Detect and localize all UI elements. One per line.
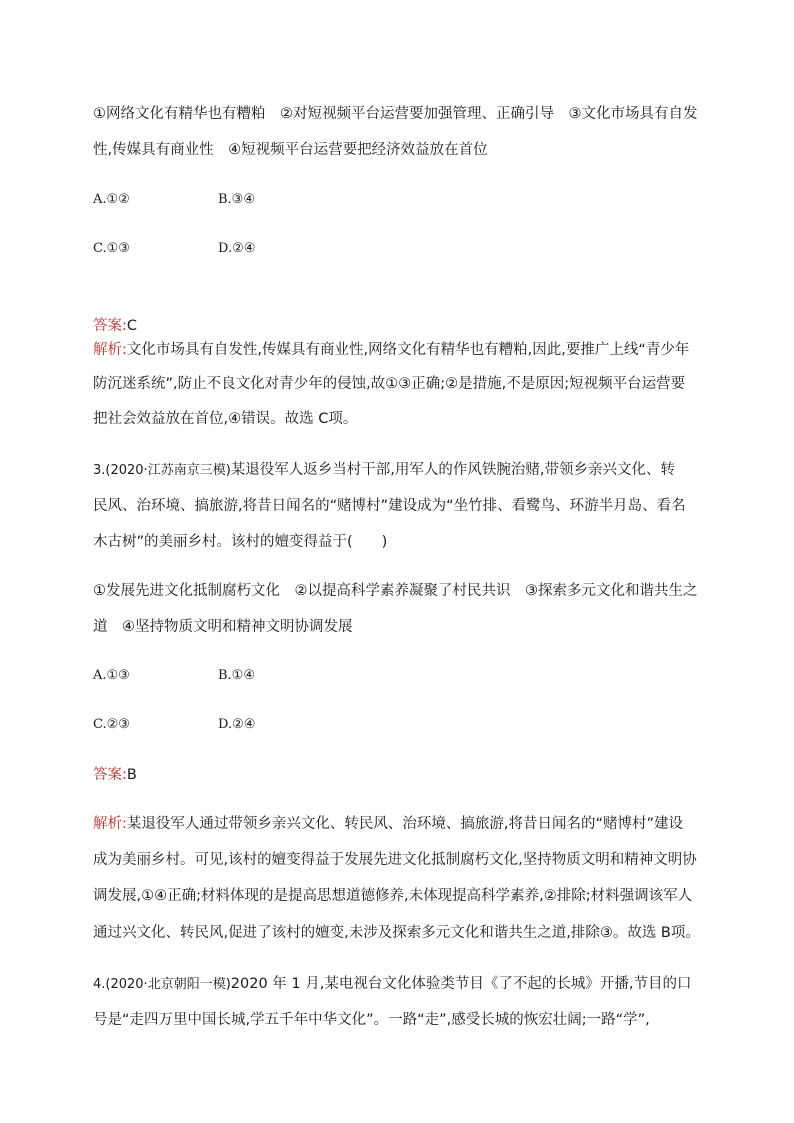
- q3-statements-line-1: ①发展先进文化抵制腐朽文化 ②以提高科学素养凝聚了村民共识 ③探索多元文化和谐共生之: [93, 583, 698, 599]
- q2-option-a: A.①②: [93, 192, 130, 207]
- q4-stem-text: 2020 年 1 月,某电视台文化体验类节目《了不起的长城》开播,节目的口: [230, 976, 692, 992]
- q3-stem-line-2: 民风、治环境、搞旅游,将昔日闻名的“赌博村”建设成为“坐竹排、看鹭鸟、环游半月岛、看名: [93, 498, 686, 514]
- q2-statements-line-2: 性,传媒具有商业性 ④短视频平台运营要把经济效益放在首位: [93, 142, 488, 158]
- answer-value: C: [126, 318, 138, 334]
- q2-option-b: B.③④: [218, 192, 255, 207]
- q3-option-c: C.②③: [93, 717, 130, 732]
- q3-number: 3.: [93, 463, 106, 478]
- q4-stem-line-2: 号是“走四万里中国长城,学五千年中华文化”。一路“走”,感受长城的恢宏壮阔;一路“学”,: [93, 1012, 650, 1028]
- q3-answer: [93, 765, 137, 785]
- q3-stem-line-1: [93, 460, 675, 481]
- q3-explanation-line-4: 通过兴文化、转民风,促进了该村的嬗变,未涉及探索多元文化和谐共生之道,排除③。故选 B项。: [93, 925, 700, 941]
- q4-number: 4.: [93, 977, 106, 992]
- q2-explanation-line-2: 防沉迷系统”,防止不良文化对青少年的侵蚀,故①③正确;②是措施,不是原因;短视频平台运营要: [93, 376, 686, 392]
- answer-label: 答案:: [93, 318, 127, 334]
- q4-stem-line-1: [93, 974, 691, 995]
- q3-option-d: D.②④: [218, 717, 256, 732]
- q3-explanation-line-3: 调发展,①④正确;材料体现的是提高思想道德修养,未体现提高科学素养,②排除;材料强调该军人: [93, 888, 693, 904]
- answer-value: B: [126, 767, 137, 783]
- q3-option-b: B.①④: [218, 668, 255, 683]
- q2-option-c: C.①③: [93, 241, 130, 256]
- q3-stem-text: 某退役军人返乡当村干部,用军人的作风铁腕治赌,带领乡亲兴文化、转: [230, 462, 675, 478]
- q3-option-a: A.①③: [93, 668, 130, 683]
- answer-label: 答案:: [93, 767, 127, 783]
- explanation-text: 某退役军人通过带领乡亲兴文化、转民风、治环境、搞旅游,将昔日闻名的“赌博村”建设: [126, 816, 684, 832]
- q2-explanation-line-1: [93, 340, 689, 360]
- explanation-label: 解析:: [93, 342, 127, 358]
- q2-explanation-line-3: 把社会效益放在首位,④错误。故选 C项。: [93, 411, 358, 427]
- q3-explanation-line-1: [93, 814, 683, 834]
- q3-stem-line-3: 木古树”的美丽乡村。该村的嬗变得益于( ): [93, 534, 388, 550]
- q3-explanation-line-2: 成为美丽乡村。可见,该村的嬗变得益于发展先进文化抵制腐朽文化,坚持物质文明和精神文明协: [93, 852, 697, 868]
- q2-statements-line-1: ①网络文化有精华也有糟粕 ②对短视频平台运营要加强管理、正确引导 ③文化市场具有自发: [93, 106, 698, 122]
- q3-source: (2020·江苏南京三模): [105, 463, 231, 478]
- q3-statements-line-2: 道 ④坚持物质文明和精神文明协调发展: [93, 619, 353, 635]
- explanation-label: 解析:: [93, 816, 127, 832]
- q4-source: (2020·北京朝阳一模): [105, 977, 231, 992]
- q2-option-d: D.②④: [218, 241, 256, 256]
- explanation-text: 文化市场具有自发性,传媒具有商业性,网络文化有精华也有糟粕,因此,要推广上线“青少年: [126, 342, 690, 358]
- q2-answer: [93, 316, 137, 336]
